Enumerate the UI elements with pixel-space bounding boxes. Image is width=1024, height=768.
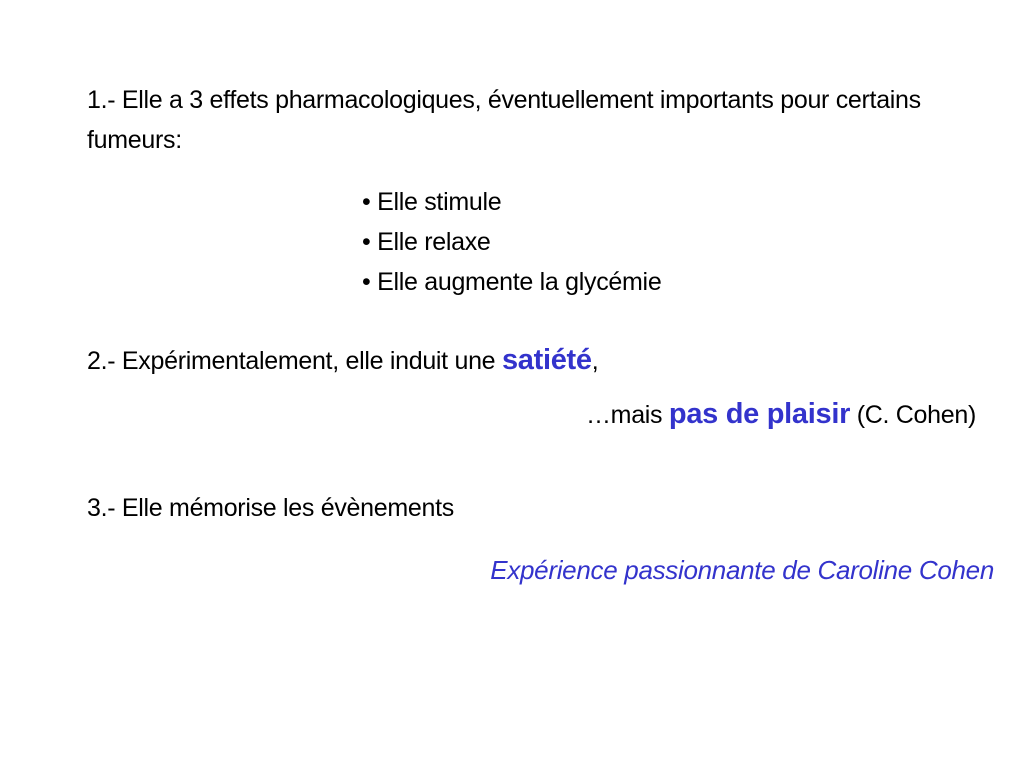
- bullet-item-glycemie: • Elle augmente la glycémie: [362, 268, 662, 296]
- bullet-item-stimule: • Elle stimule: [362, 188, 502, 216]
- point-3-text: 3.- Elle mémorise les évènements: [87, 494, 454, 522]
- point-2-line-1: [87, 340, 598, 381]
- point-2-line-2-prefix: …mais: [585, 401, 669, 429]
- point-2-suffix: ,: [591, 347, 599, 375]
- point-2-line-2: [586, 394, 976, 435]
- point-2-citation: (C. Cohen): [850, 401, 976, 429]
- point-2-prefix: 2.- Expérimentalement, elle induit une: [87, 347, 502, 375]
- bullet-list: [362, 182, 661, 302]
- satiety-emphasis: satiété: [501, 344, 592, 376]
- no-pleasure-emphasis: pas de plaisir: [668, 398, 851, 430]
- bullet-item-relaxe: • Elle relaxe: [362, 228, 491, 256]
- experiment-note: Expérience passionnante de Caroline Cohen: [490, 555, 994, 585]
- point-1-text: 1.- Elle a 3 effets pharmacologiques, éventuellement importants pour certains fumeurs:: [87, 86, 921, 154]
